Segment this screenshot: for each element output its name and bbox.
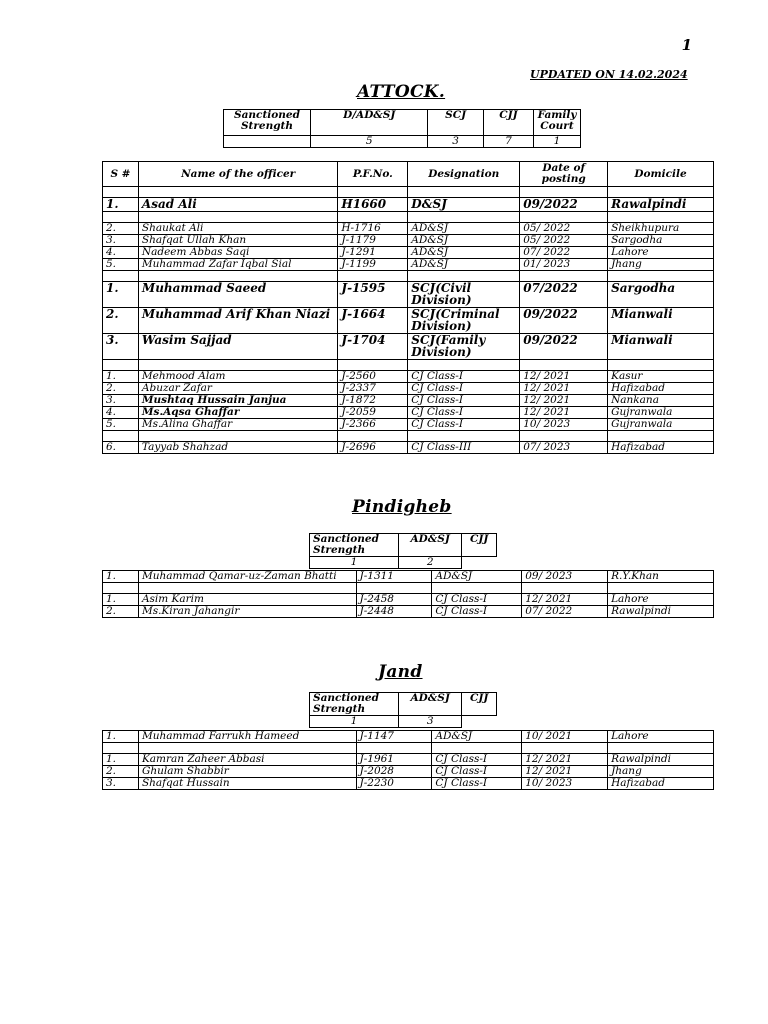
pf-number: J-2448 bbox=[356, 606, 432, 618]
serial-number: 2. bbox=[103, 606, 139, 618]
sanction-label: Sanctioned Strength bbox=[310, 693, 399, 716]
table-row bbox=[103, 222, 714, 234]
designation: CJ Class-I bbox=[408, 394, 520, 406]
empty-cell bbox=[522, 583, 608, 594]
empty-cell bbox=[338, 430, 408, 441]
table-row bbox=[103, 246, 714, 258]
designation: SCJ(Criminal Division) bbox=[408, 307, 520, 333]
col-header: S # bbox=[103, 162, 139, 187]
table-row bbox=[103, 754, 714, 766]
designation: CJ Class-I bbox=[408, 370, 520, 382]
date-of-posting: 10/ 2021 bbox=[522, 731, 608, 743]
officer-name: Asad Ali bbox=[138, 198, 337, 212]
serial-number: 1. bbox=[103, 731, 139, 743]
serial-number: 3. bbox=[103, 778, 139, 790]
date-of-posting: 09/ 2023 bbox=[522, 571, 608, 583]
pf-number: J-1664 bbox=[338, 307, 408, 333]
pf-number: J-2059 bbox=[338, 406, 408, 418]
serial-number: 2. bbox=[103, 307, 139, 333]
designation: CJ Class-I bbox=[408, 382, 520, 394]
empty-cell bbox=[103, 270, 139, 281]
col-header: Domicile bbox=[608, 162, 714, 187]
domicile: Hafizabad bbox=[608, 382, 714, 394]
domicile: Nankana bbox=[608, 394, 714, 406]
officer-name: Mehmood Alam bbox=[138, 370, 337, 382]
officer-name: Kamran Zaheer Abbasi bbox=[138, 754, 356, 766]
date-of-posting: 12/ 2021 bbox=[520, 370, 608, 382]
table-row bbox=[103, 594, 714, 606]
pf-number: J-1311 bbox=[356, 571, 432, 583]
col-header: Designation bbox=[408, 162, 520, 187]
empty-cell bbox=[432, 583, 522, 594]
serial-number: 3. bbox=[103, 234, 139, 246]
spacer-row bbox=[103, 187, 714, 198]
designation: CJ Class-I bbox=[408, 418, 520, 430]
domicile: R.Y.Khan bbox=[608, 571, 714, 583]
officer-name: Ms.Alina Ghaffar bbox=[138, 418, 337, 430]
sanction-empty bbox=[224, 136, 311, 148]
empty-cell bbox=[520, 211, 608, 222]
officer-name: Muhammad Qamar-uz-Zaman Bhatti bbox=[138, 571, 356, 583]
empty-cell bbox=[608, 187, 714, 198]
officer-name: Ghulam Shabbir bbox=[138, 766, 356, 778]
jand-sanction-table bbox=[309, 692, 497, 728]
empty-cell bbox=[138, 187, 337, 198]
spacer-row bbox=[103, 270, 714, 281]
empty-cell bbox=[608, 743, 714, 754]
sanction-value: 7 bbox=[483, 136, 533, 148]
serial-number: 1. bbox=[103, 370, 139, 382]
serial-number: 5. bbox=[103, 258, 139, 270]
serial-number: 1. bbox=[103, 281, 139, 307]
pf-number: H1660 bbox=[338, 198, 408, 212]
table-row bbox=[103, 441, 714, 453]
empty-cell bbox=[408, 270, 520, 281]
serial-number: 2. bbox=[103, 766, 139, 778]
domicile: Sheikhupura bbox=[608, 222, 714, 234]
date-of-posting: 07/ 2023 bbox=[520, 441, 608, 453]
spacer-row bbox=[103, 359, 714, 370]
domicile: Lahore bbox=[608, 731, 714, 743]
serial-number: 4. bbox=[103, 406, 139, 418]
sanction-value: 2 bbox=[399, 557, 462, 569]
domicile: Gujranwala bbox=[608, 418, 714, 430]
sanction-header: SCJ bbox=[428, 110, 483, 136]
designation: CJ Class-III bbox=[408, 441, 520, 453]
empty-cell bbox=[103, 187, 139, 198]
empty-cell bbox=[520, 430, 608, 441]
empty-cell bbox=[138, 583, 356, 594]
empty-cell bbox=[356, 743, 432, 754]
officer-name: Shaukat Ali bbox=[138, 222, 337, 234]
sanction-header: Family Court bbox=[534, 110, 581, 136]
domicile: Kasur bbox=[608, 370, 714, 382]
attock-officers-table bbox=[102, 161, 714, 454]
sanction-value: 1 bbox=[534, 136, 581, 148]
pf-number: J-1872 bbox=[338, 394, 408, 406]
date-of-posting: 09/2022 bbox=[520, 198, 608, 212]
date-of-posting: 07/2022 bbox=[520, 281, 608, 307]
empty-cell bbox=[103, 359, 139, 370]
pf-number: J-1961 bbox=[356, 754, 432, 766]
serial-number: 1. bbox=[103, 594, 139, 606]
spacer-row bbox=[103, 430, 714, 441]
empty-cell bbox=[608, 583, 714, 594]
empty-cell bbox=[520, 359, 608, 370]
sanction-value: 5 bbox=[311, 136, 428, 148]
pf-number: J-2028 bbox=[356, 766, 432, 778]
date-of-posting: 12/ 2021 bbox=[522, 766, 608, 778]
domicile: Lahore bbox=[608, 246, 714, 258]
officer-name: Shafqat Hussain bbox=[138, 778, 356, 790]
domicile: Hafizabad bbox=[608, 441, 714, 453]
empty-cell bbox=[432, 743, 522, 754]
empty-cell bbox=[138, 430, 337, 441]
empty-cell bbox=[608, 359, 714, 370]
sanction-header: AD&SJ bbox=[399, 693, 462, 716]
empty-cell bbox=[608, 270, 714, 281]
spacer-row bbox=[103, 583, 714, 594]
officer-name: Ms.Aqsa Ghaffar bbox=[138, 406, 337, 418]
empty-cell bbox=[338, 270, 408, 281]
sanction-header: CJJ bbox=[483, 110, 533, 136]
date-of-posting: 07/ 2022 bbox=[522, 606, 608, 618]
designation: AD&SJ bbox=[432, 571, 522, 583]
sanction-value: 3 bbox=[428, 136, 483, 148]
table-row bbox=[103, 198, 714, 212]
spacer-row bbox=[103, 743, 714, 754]
sanction-header: AD&SJ bbox=[399, 534, 462, 557]
empty-cell bbox=[103, 430, 139, 441]
domicile: Sargodha bbox=[608, 281, 714, 307]
designation: AD&SJ bbox=[408, 234, 520, 246]
pf-number: H-1716 bbox=[338, 222, 408, 234]
domicile: Rawalpindi bbox=[608, 754, 714, 766]
pf-number: J-2366 bbox=[338, 418, 408, 430]
pindigheb-sanction-table bbox=[309, 533, 497, 569]
officer-name: Mushtaq Hussain Janjua bbox=[138, 394, 337, 406]
serial-number: 3. bbox=[103, 333, 139, 359]
sanction-header: CJJ bbox=[462, 693, 497, 716]
pf-number: J-2560 bbox=[338, 370, 408, 382]
officer-name: Muhammad Zafar Iqbal Sial bbox=[138, 258, 337, 270]
table-row bbox=[103, 234, 714, 246]
sanction-label: Sanctioned Strength bbox=[224, 110, 311, 136]
attock-title: ATTOCK. bbox=[357, 82, 446, 102]
table-row bbox=[103, 333, 714, 359]
sanction-value: 3 bbox=[399, 716, 462, 728]
domicile: Mianwali bbox=[608, 333, 714, 359]
table-row bbox=[103, 394, 714, 406]
serial-number: 6. bbox=[103, 441, 139, 453]
domicile: Rawalpindi bbox=[608, 198, 714, 212]
jand-title: Jand bbox=[378, 662, 423, 682]
table-row bbox=[103, 778, 714, 790]
attock-sanction-table bbox=[223, 109, 581, 148]
empty-cell bbox=[138, 743, 356, 754]
sanction-header: D/AD&SJ bbox=[311, 110, 428, 136]
pf-number: J-2337 bbox=[338, 382, 408, 394]
serial-number: 1. bbox=[103, 198, 139, 212]
sanction-value: 1 bbox=[310, 557, 399, 569]
pf-number: J-1704 bbox=[338, 333, 408, 359]
designation: AD&SJ bbox=[408, 222, 520, 234]
spacer-row bbox=[103, 211, 714, 222]
serial-number: 1. bbox=[103, 754, 139, 766]
empty-cell bbox=[520, 270, 608, 281]
col-header: P.F.No. bbox=[338, 162, 408, 187]
serial-number: 5. bbox=[103, 418, 139, 430]
date-of-posting: 09/2022 bbox=[520, 333, 608, 359]
empty-cell bbox=[138, 211, 337, 222]
designation: CJ Class-I bbox=[432, 778, 522, 790]
empty-cell bbox=[103, 211, 139, 222]
domicile: Jhang bbox=[608, 258, 714, 270]
empty-cell bbox=[338, 359, 408, 370]
designation: CJ Class-I bbox=[432, 754, 522, 766]
officer-name: Muhammad Farrukh Hameed bbox=[138, 731, 356, 743]
date-of-posting: 05/ 2022 bbox=[520, 234, 608, 246]
domicile: Rawalpindi bbox=[608, 606, 714, 618]
table-row bbox=[103, 766, 714, 778]
table-row bbox=[103, 606, 714, 618]
pf-number: J-1179 bbox=[338, 234, 408, 246]
officer-name: Asim Karim bbox=[138, 594, 356, 606]
serial-number: 1. bbox=[103, 571, 139, 583]
empty-cell bbox=[338, 211, 408, 222]
designation: AD&SJ bbox=[408, 246, 520, 258]
table-row bbox=[103, 418, 714, 430]
col-header: Name of the officer bbox=[138, 162, 337, 187]
pf-number: J-1147 bbox=[356, 731, 432, 743]
pf-number: J-1291 bbox=[338, 246, 408, 258]
empty-cell bbox=[522, 743, 608, 754]
jand-officers-table bbox=[102, 730, 714, 790]
date-of-posting: 10/ 2023 bbox=[520, 418, 608, 430]
domicile: Sargodha bbox=[608, 234, 714, 246]
pf-number: J-2458 bbox=[356, 594, 432, 606]
date-of-posting: 01/ 2023 bbox=[520, 258, 608, 270]
table-row bbox=[103, 382, 714, 394]
officer-name: Muhammad Arif Khan Niazi bbox=[138, 307, 337, 333]
serial-number: 2. bbox=[103, 382, 139, 394]
date-of-posting: 09/2022 bbox=[520, 307, 608, 333]
empty-cell bbox=[356, 583, 432, 594]
date-of-posting: 12/ 2021 bbox=[520, 394, 608, 406]
empty-cell bbox=[338, 187, 408, 198]
empty-cell bbox=[408, 430, 520, 441]
designation: CJ Class-I bbox=[432, 606, 522, 618]
empty-cell bbox=[408, 187, 520, 198]
empty-cell bbox=[608, 211, 714, 222]
officer-name: Tayyab Shahzad bbox=[138, 441, 337, 453]
designation: AD&SJ bbox=[432, 731, 522, 743]
updated-date: UPDATED ON 14.02.2024 bbox=[530, 68, 688, 81]
designation: SCJ(Family Division) bbox=[408, 333, 520, 359]
date-of-posting: 12/ 2021 bbox=[522, 754, 608, 766]
domicile: Jhang bbox=[608, 766, 714, 778]
officer-name: Nadeem Abbas Saqi bbox=[138, 246, 337, 258]
empty-cell bbox=[138, 270, 337, 281]
date-of-posting: 05/ 2022 bbox=[520, 222, 608, 234]
table-row bbox=[103, 307, 714, 333]
officer-name: Wasim Sajjad bbox=[138, 333, 337, 359]
table-row bbox=[103, 571, 714, 583]
officer-name: Abuzar Zafar bbox=[138, 382, 337, 394]
pf-number: J-2230 bbox=[356, 778, 432, 790]
empty-cell bbox=[520, 187, 608, 198]
serial-number: 2. bbox=[103, 222, 139, 234]
date-of-posting: 12/ 2021 bbox=[520, 382, 608, 394]
date-of-posting: 12/ 2021 bbox=[522, 594, 608, 606]
date-of-posting: 10/ 2023 bbox=[522, 778, 608, 790]
domicile: Hafizabad bbox=[608, 778, 714, 790]
pindigheb-title: Pindigheb bbox=[352, 497, 452, 517]
designation: CJ Class-I bbox=[408, 406, 520, 418]
pf-number: J-1199 bbox=[338, 258, 408, 270]
serial-number: 3. bbox=[103, 394, 139, 406]
col-header: Date of posting bbox=[520, 162, 608, 187]
table-row bbox=[103, 731, 714, 743]
table-row bbox=[103, 258, 714, 270]
table-row bbox=[103, 281, 714, 307]
empty-cell bbox=[608, 430, 714, 441]
domicile: Mianwali bbox=[608, 307, 714, 333]
sanction-value: 1 bbox=[310, 716, 399, 728]
table-row bbox=[103, 370, 714, 382]
date-of-posting: 12/ 2021 bbox=[520, 406, 608, 418]
pf-number: J-1595 bbox=[338, 281, 408, 307]
officer-name: Ms.Kiran Jahangir bbox=[138, 606, 356, 618]
designation: SCJ(Civil Division) bbox=[408, 281, 520, 307]
pindigheb-officers-table bbox=[102, 570, 714, 618]
table-row bbox=[103, 406, 714, 418]
date-of-posting: 07/ 2022 bbox=[520, 246, 608, 258]
officer-name: Muhammad Saeed bbox=[138, 281, 337, 307]
pf-number: J-2696 bbox=[338, 441, 408, 453]
sanction-label: Sanctioned Strength bbox=[310, 534, 399, 557]
designation: D&SJ bbox=[408, 198, 520, 212]
empty-cell bbox=[408, 359, 520, 370]
empty-cell bbox=[103, 583, 139, 594]
page-number: 1 bbox=[681, 36, 692, 54]
empty-cell bbox=[103, 743, 139, 754]
designation: CJ Class-I bbox=[432, 594, 522, 606]
serial-number: 4. bbox=[103, 246, 139, 258]
sanction-header: CJJ bbox=[462, 534, 497, 557]
domicile: Gujranwala bbox=[608, 406, 714, 418]
empty-cell bbox=[408, 211, 520, 222]
domicile: Lahore bbox=[608, 594, 714, 606]
designation: CJ Class-I bbox=[432, 766, 522, 778]
designation: AD&SJ bbox=[408, 258, 520, 270]
officer-name: Shafqat Ullah Khan bbox=[138, 234, 337, 246]
empty-cell bbox=[138, 359, 337, 370]
